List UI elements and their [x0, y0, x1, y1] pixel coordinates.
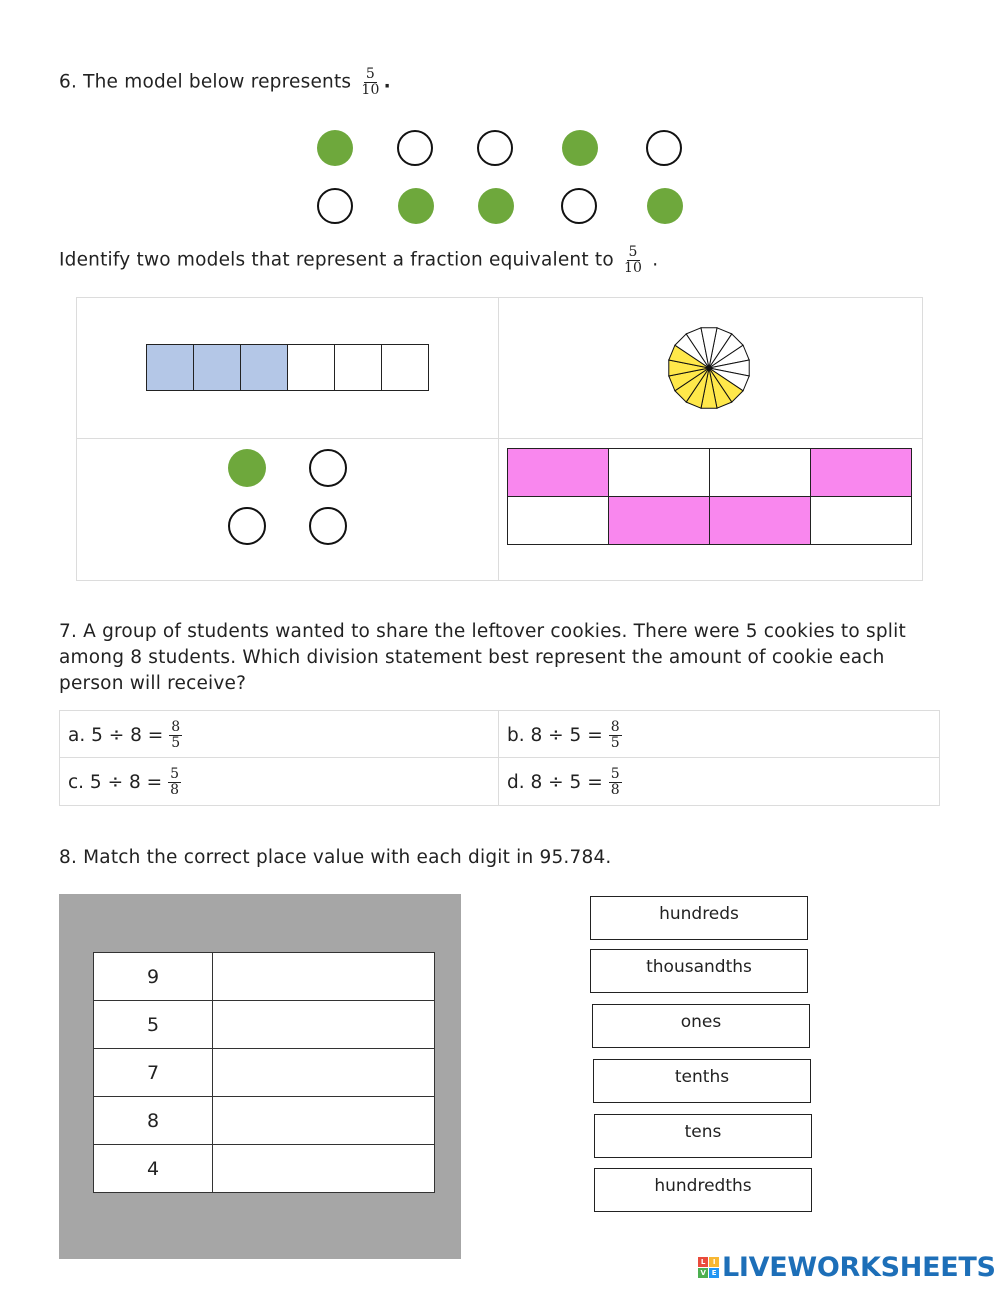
word-card-tenths[interactable]: tenths — [593, 1059, 811, 1103]
model-circle — [477, 130, 513, 166]
grid-divider — [59, 757, 940, 758]
grid-cell — [608, 496, 710, 545]
grid-divider — [498, 710, 499, 806]
model-circle — [646, 130, 682, 166]
bar-cell — [381, 344, 429, 391]
bar-cell — [287, 344, 335, 391]
model-circle — [317, 130, 353, 166]
q6-identify-prompt: Identify two models that represent a fraction equivalent to $\frac{5}{10}$ . — [59, 244, 659, 276]
drop-target[interactable] — [213, 1097, 435, 1145]
model-circle — [561, 188, 597, 224]
model-circle — [309, 449, 347, 487]
logo-text: LIVEWORKSHEETS — [722, 1252, 996, 1283]
q7-options-table — [59, 710, 940, 806]
q6-identify-fraction: $\frac{5}{10}$ — [623, 244, 643, 276]
model-circle — [309, 507, 347, 545]
q6-prompt: 6. The model below represents $\frac{5}{10}$ . — [59, 66, 391, 98]
liveworksheets-logo — [698, 1252, 996, 1283]
grid-cell — [810, 448, 912, 497]
model-circle — [647, 188, 683, 224]
grid-divider — [76, 438, 923, 439]
grid-cell — [709, 448, 811, 497]
grid-cell — [507, 496, 609, 545]
q7-option-d[interactable]: d. 8 ÷ 5 = $\frac{5}{8}$ — [507, 765, 620, 798]
drop-target[interactable] — [213, 1001, 435, 1049]
table-row: 4 — [94, 1145, 435, 1193]
grid-cell — [608, 448, 710, 497]
drop-target[interactable] — [213, 953, 435, 1001]
bar-cell — [193, 344, 241, 391]
table-row: 7 — [94, 1049, 435, 1097]
drop-target[interactable] — [213, 1145, 435, 1193]
q8-prompt: 8. Match the correct place value with each digit in 95.784. — [59, 847, 612, 868]
q6-fraction: $\frac{5}{10}$ — [361, 66, 380, 98]
table-row: 8 — [94, 1097, 435, 1145]
grid-cell — [810, 496, 912, 545]
logo-blocks-icon: L I V E — [698, 1257, 719, 1278]
model-circle — [397, 130, 433, 166]
bar-cell — [334, 344, 382, 391]
table-row: 5 — [94, 1001, 435, 1049]
model-circle — [562, 130, 598, 166]
grid-cell — [709, 496, 811, 545]
bar-cell — [240, 344, 288, 391]
grid-cell — [507, 448, 609, 497]
q7-option-b[interactable]: b. 8 ÷ 5 = $\frac{8}{5}$ — [507, 718, 620, 751]
drop-target[interactable] — [213, 1049, 435, 1097]
model-circle — [478, 188, 514, 224]
word-card-hundredths[interactable]: hundredths — [594, 1168, 812, 1212]
q7-option-c[interactable]: c. 5 ÷ 8 = $\frac{5}{8}$ — [68, 765, 180, 798]
word-card-tens[interactable]: tens — [594, 1114, 812, 1158]
model-circle — [398, 188, 434, 224]
table-row: 9 — [94, 953, 435, 1001]
model-circle — [228, 507, 266, 545]
word-card-thousandths[interactable]: thousandths — [590, 949, 808, 993]
grid-divider — [498, 297, 499, 581]
model-wheel[interactable] — [666, 325, 752, 411]
place-value-table — [93, 952, 435, 1193]
q7-option-a[interactable]: a. 5 ÷ 8 = $\frac{8}{5}$ — [68, 718, 181, 751]
word-card-ones[interactable]: ones — [592, 1004, 810, 1048]
model-circle — [317, 188, 353, 224]
model-circle — [228, 449, 266, 487]
q7-prompt: 7. A group of students wanted to share the leftover cookies. There were 5 cookies to split among 8 students. Which division statement best represent the amount of cookie each person will receive? — [59, 621, 906, 694]
word-card-hundreds[interactable]: hundreds — [590, 896, 808, 940]
bar-cell — [146, 344, 194, 391]
